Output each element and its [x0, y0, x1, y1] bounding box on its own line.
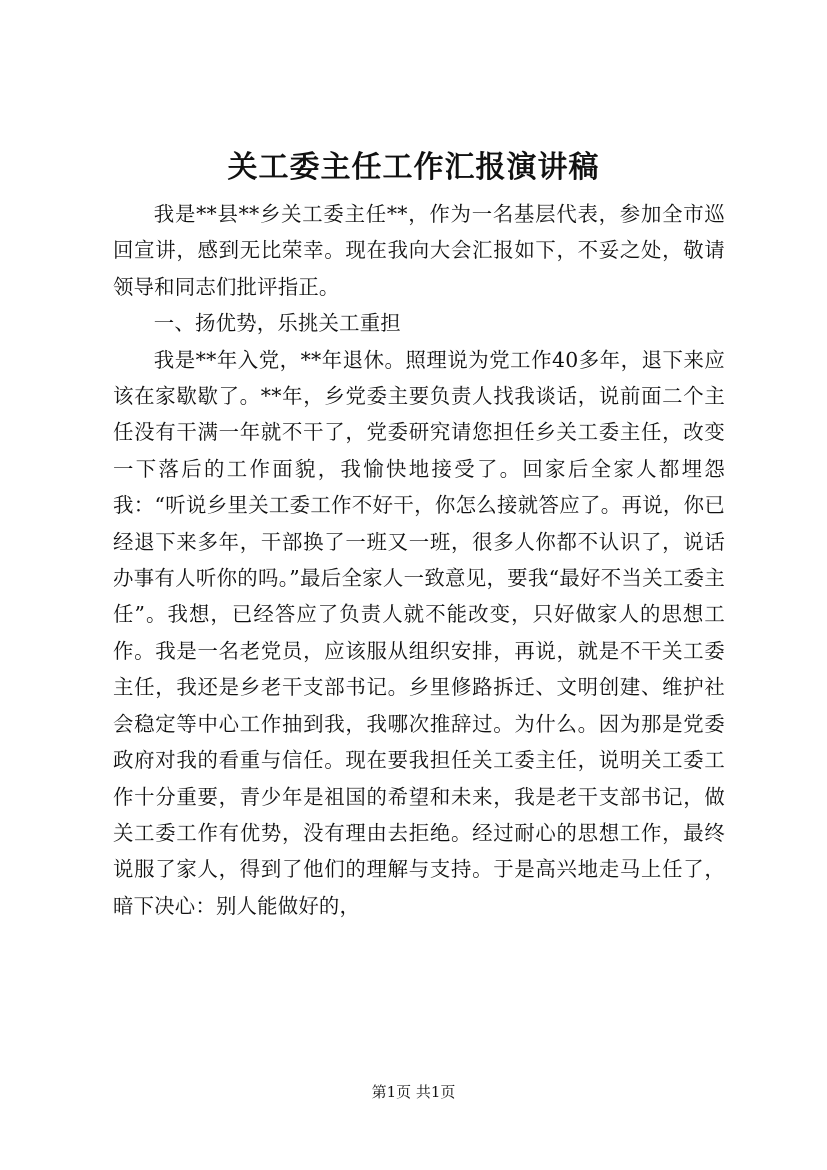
- document-title: 关工委主任工作汇报演讲稿: [227, 150, 600, 185]
- section-heading: 一、扬优势，乐挑关工重担: [153, 311, 401, 336]
- paragraph-main: 我是**年入党，**年退休。照理说为党工作40多年，退下来应该在家歇歇了。**年，乡党委主要负责人找我谈话，说前面二个主任没有干满一年就不干了，党委研究请您担任乡关工委主任，改变一下落后的工作面貌，我愉快地接受了。回家后全家人都埋怨我：“听说乡里关工委工作不好干，你怎么接就答应了。再说，你已经退下来多年，干部换了一班又一班，很多人你都不认识了，说话办事有人听你的吗。”最后全家人一致意见，要我“最好不当关工委主任”。我想，已经答应了负责人就不能改变，只好做家人的思想工作。我是一名老党员，应该服从组织安排，再说，就是不干关工委主任，我还是乡老干支部书记。乡里修路拆迁、文明创建、维护社会稳定等中心工作抽到我，我哪次推辞过。为什么。因为那是党委政府对我的看重与信任。现在要我担任关工委主任，说明关工委工作十分重要，青少年是祖国的希望和未来，我是老干支部书记，做关工委工作有优势，没有理由去拒绝。经过耐心的思想工作，最终说服了家人，得到了他们的理解与支持。于是高兴地走马上任了，暗下决心：别人能做好的，: [113, 347, 725, 918]
- paragraph-intro: 我是**县**乡关工委主任**，作为一名基层代表，参加全市巡回宣讲，感到无比荣幸。现在我向大会汇报如下，不妥之处，敬请领导和同志们批评指正。: [113, 202, 725, 299]
- page-footer: 第1页 共1页: [371, 1083, 456, 1101]
- document-body: [113, 196, 725, 924]
